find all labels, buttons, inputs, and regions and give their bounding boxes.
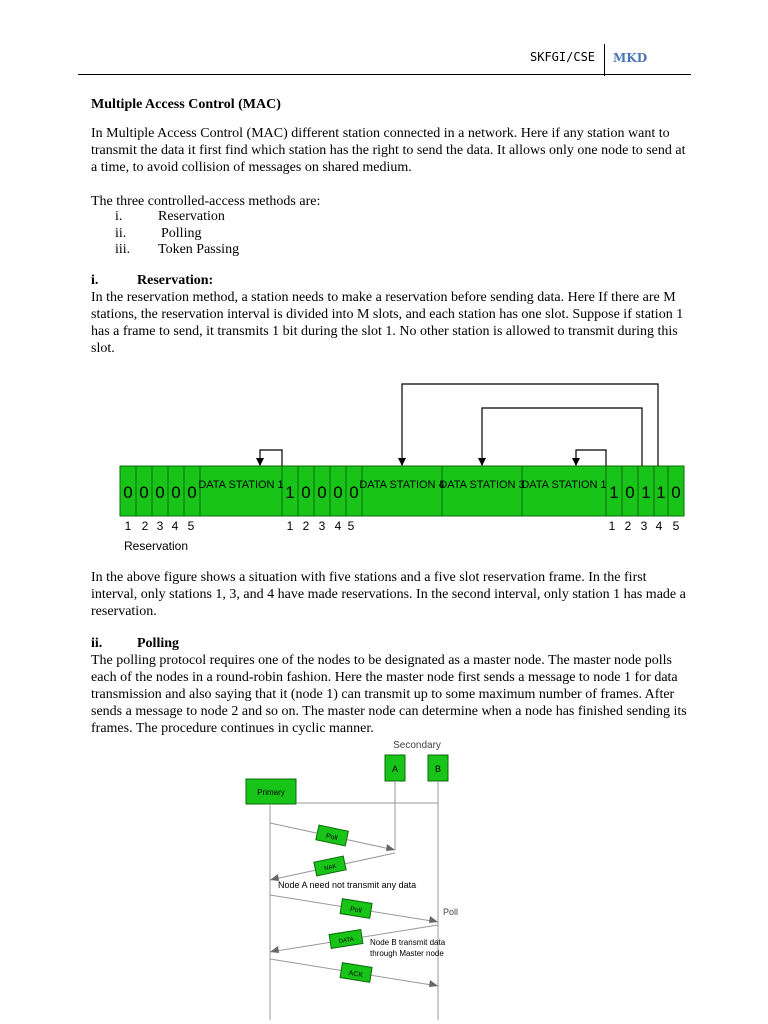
reservation-bit: 0 bbox=[123, 483, 133, 502]
poll-message-2-label: Poll bbox=[349, 906, 363, 915]
slot-number: 1 bbox=[286, 519, 294, 533]
slot-number: 2 bbox=[624, 519, 632, 533]
reservation-bit: 0 bbox=[671, 483, 681, 502]
reservation-strip bbox=[120, 466, 684, 516]
reservation-bit: 0 bbox=[155, 483, 165, 502]
reservation-bit: 1 bbox=[656, 483, 666, 502]
reservation-bit: 1 bbox=[641, 483, 651, 502]
section-number: i. bbox=[91, 273, 99, 288]
header-course: SKFGI/CSE bbox=[530, 50, 596, 64]
reservation-caption: Reservation bbox=[124, 539, 189, 553]
section-heading-polling: Polling bbox=[137, 636, 180, 651]
reservation-bit: 0 bbox=[171, 483, 181, 502]
method-num: ii. bbox=[115, 226, 127, 241]
section-number: ii. bbox=[91, 636, 103, 651]
node-b-note-2: through Master node bbox=[370, 949, 444, 958]
header-author: MKD bbox=[613, 51, 648, 65]
data-message-label: DATA bbox=[338, 936, 355, 946]
poll-message-1-label: Poll bbox=[325, 832, 339, 843]
data-frame-label: DATA STATION 4 bbox=[359, 479, 445, 491]
data-frame-label: DATA STATION 1 bbox=[521, 479, 607, 491]
node-a-label: A bbox=[391, 764, 399, 774]
polling-figure bbox=[240, 735, 480, 1020]
slot-number: 1 bbox=[608, 519, 616, 533]
data-frame-label: DATA STATION 3 bbox=[439, 479, 525, 491]
method-label: Reservation bbox=[158, 209, 225, 224]
slot-number: 5 bbox=[347, 519, 355, 533]
method-label: Polling bbox=[161, 226, 202, 241]
reservation-bit: 0 bbox=[317, 483, 327, 502]
ack-message-label: ACK bbox=[348, 969, 364, 980]
method-num: i. bbox=[115, 209, 123, 224]
node-b-label: B bbox=[434, 764, 442, 774]
nak-message-label: NAK bbox=[323, 863, 338, 873]
reservation-bit: 1 bbox=[609, 483, 619, 502]
methods-intro: The three controlled-access methods are: bbox=[91, 194, 321, 209]
slot-number: 3 bbox=[318, 519, 326, 533]
header-divider bbox=[604, 44, 605, 76]
slot-number: 5 bbox=[187, 519, 195, 533]
reservation-bit: 0 bbox=[187, 483, 197, 502]
reservation-figure bbox=[110, 378, 690, 558]
node-a-note: Node A need not transmit any data bbox=[278, 880, 417, 890]
slot-number: 3 bbox=[156, 519, 164, 533]
reservation-bit: 0 bbox=[333, 483, 343, 502]
slot-number: 5 bbox=[672, 519, 680, 533]
reservation-bit: 0 bbox=[625, 483, 635, 502]
method-num: iii. bbox=[115, 242, 131, 257]
section-heading-reservation: Reservation: bbox=[137, 273, 214, 288]
reservation-bit: 0 bbox=[301, 483, 311, 502]
reservation-explanation: In the above figure shows a situation with five stations and a five slot reservation frame. In the first interval, only stations 1, 3, and 4 have made reservations. In the second interval, only station 1 has made a reservation. bbox=[91, 570, 686, 619]
reservation-paragraph: In the reservation method, a station needs to make a reservation before sending data. Here If there are M stations, the reservation interval is divided into M slots, and each station has one slot. Suppose if station 1 has a frame to send, it transmits 1 bit during the slot 1. No other station is allowed to transmit during this slot. bbox=[91, 290, 684, 356]
data-frame-label: DATA STATION 1 bbox=[198, 479, 284, 491]
page-title: Multiple Access Control (MAC) bbox=[91, 97, 281, 112]
reservation-bit: 0 bbox=[139, 483, 149, 502]
slot-number: 2 bbox=[302, 519, 310, 533]
primary-label: Primary bbox=[257, 788, 285, 797]
method-label: Token Passing bbox=[158, 242, 240, 257]
intro-paragraph: In Multiple Access Control (MAC) different station connected in a network. Here if any station want to transmit the data it first find which station has the right to send the data. It allows only one node to send at a time, to avoid collision of messages on shared medium. bbox=[91, 126, 686, 175]
poll-side-label: Poll bbox=[443, 907, 459, 917]
reservation-bit: 1 bbox=[285, 483, 295, 502]
slot-number: 1 bbox=[124, 519, 132, 533]
polling-paragraph: The polling protocol requires one of the nodes to be designated as a master node. The master node polls each of the nodes in a round-robin fashion. Here the master node first sends a message to node 1 for data transmission and also saying that it (node 1) can transmit up to some maximum number of frames. After sends a message to node 2 and so on. The master node can determine when a node has finished sending its frames. The procedure continues in cyclic manner. bbox=[91, 653, 687, 736]
slot-number: 3 bbox=[640, 519, 648, 533]
slot-number: 4 bbox=[334, 519, 342, 533]
secondary-label: Secondary bbox=[393, 740, 441, 751]
header-rule bbox=[78, 74, 691, 75]
node-b-note-1: Node B transmit data bbox=[370, 938, 446, 947]
slot-number: 2 bbox=[141, 519, 149, 533]
slot-number: 4 bbox=[655, 519, 663, 533]
slot-number: 4 bbox=[171, 519, 179, 533]
reservation-bit: 0 bbox=[349, 483, 359, 502]
